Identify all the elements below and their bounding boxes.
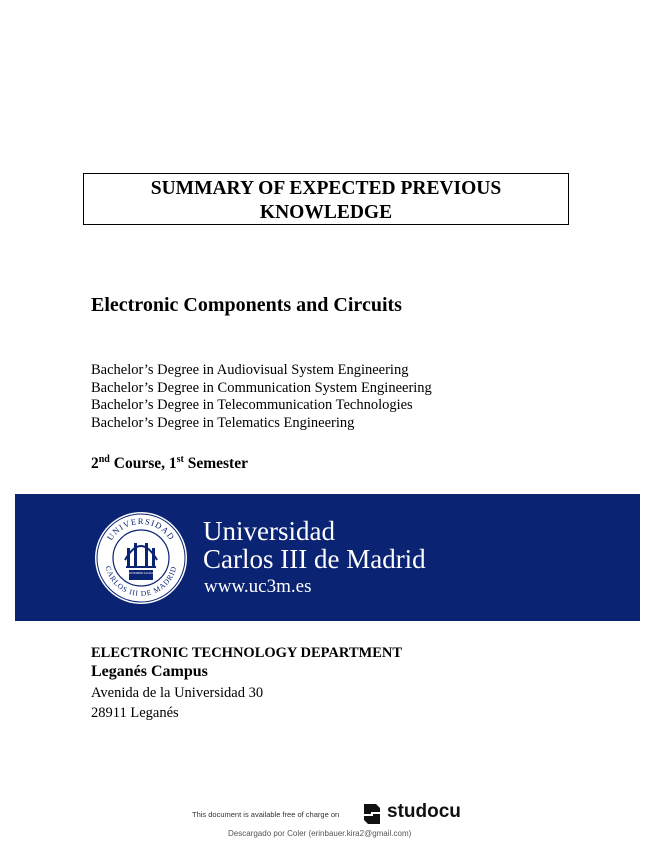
studocu-brand-text: studocu — [387, 801, 461, 822]
department-name: ELECTRONIC TECHNOLOGY DEPARTMENT — [91, 645, 403, 661]
course-ordinal: nd — [98, 454, 110, 465]
title-line-2: KNOWLEDGE — [259, 202, 393, 223]
title-line-1: SUMMARY OF EXPECTED PREVIOUS — [150, 178, 502, 199]
studocu-logo[interactable] — [360, 801, 465, 827]
semester-word: Semester — [183, 455, 248, 472]
availability-note: This document is available free of charge on — [192, 810, 340, 819]
university-banner — [15, 494, 640, 621]
degree-item: Bachelor’s Degree in Audiovisual System Engineering — [91, 362, 409, 378]
semester-number: 1 — [168, 455, 177, 472]
studocu-s-icon — [360, 802, 384, 826]
degree-item: Bachelor’s Degree in Telematics Engineering — [91, 414, 355, 431]
address-line-2: 28911 Leganés — [91, 705, 179, 721]
course-semester — [91, 454, 248, 473]
degree-list — [91, 362, 432, 432]
seal-text-bottom: CARLOS III DE MADRID — [103, 564, 179, 599]
seal-motto: HOMO HOMINI SACRA RES — [123, 572, 159, 575]
campus-name: Leganés Campus — [91, 663, 208, 680]
document-title-box — [83, 173, 569, 225]
university-seal-logo — [93, 510, 189, 606]
course-number: 2 — [91, 455, 99, 472]
course-word: Course, — [109, 455, 169, 472]
university-name-line-1: Universidad — [203, 516, 335, 546]
address-line-1: Avenida de la Universidad 30 — [91, 685, 264, 701]
degree-item: Bachelor’s Degree in Telecommunication Technologies — [91, 397, 413, 413]
course-name: Electronic Components and Circuits — [91, 294, 402, 316]
seal-text-top: UNIVERSIDAD — [104, 515, 178, 543]
semester-ordinal: st — [176, 454, 184, 465]
university-website: www.uc3m.es — [204, 576, 312, 597]
download-note: Descargado por Coler (erinbauer.kira2@gmail.com) — [228, 829, 412, 838]
degree-item: Bachelor’s Degree in Communication System Engineering — [91, 379, 432, 396]
university-name-line-2: Carlos III de Madrid — [203, 544, 426, 574]
